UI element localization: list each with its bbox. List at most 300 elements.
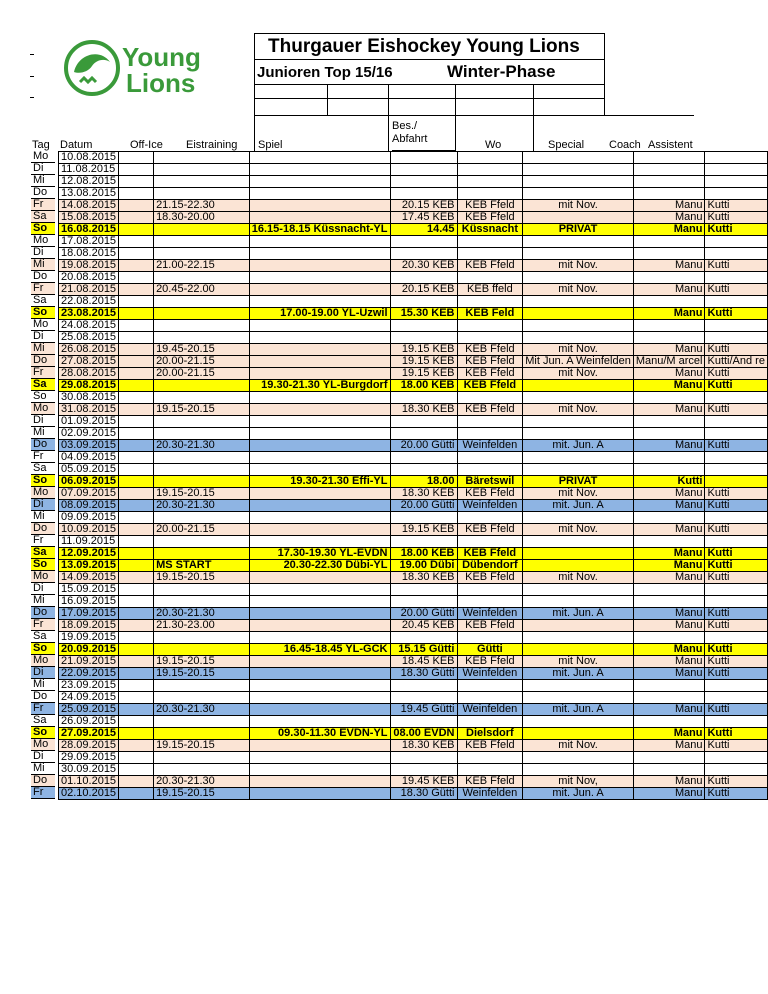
cell-abf [390,164,457,176]
cell-abf: 18.30 KEB [390,740,457,752]
cell-spec [523,512,634,524]
cell-spiel [249,572,390,584]
table-row [59,224,768,236]
cell-asst: Kutti [705,404,768,416]
cell-office [119,776,154,788]
cell-spec [523,296,634,308]
cell-eis: MS START [154,560,250,572]
col-tag: Tag [32,139,50,151]
cell-eis [154,632,250,644]
cell-eis: 20.30-21.30 [154,776,250,788]
cell-wo: Gütti [457,644,523,656]
cell-asst [705,296,768,308]
cell-datum: 06.09.2015 [59,476,119,488]
cell-eis: 20.30-21.30 [154,500,250,512]
cell-coach [633,464,705,476]
table-row [59,164,768,176]
cell-abf [390,176,457,188]
cell-asst [705,584,768,596]
tag-cell: Sa [31,211,55,223]
cell-datum: 18.08.2015 [59,248,119,260]
cell-abf: 18.30 Gütti [390,788,457,800]
tag-cell: Mi [31,427,55,439]
col-special: Special [548,139,585,151]
cell-spec: PRIVAT [523,224,634,236]
cell-spec [523,320,634,332]
cell-datum: 01.10.2015 [59,776,119,788]
cell-spiel: 16.45-18.45 YL-GCK [249,644,390,656]
cell-asst [705,272,768,284]
cell-spec: mit. Jun. A [523,608,634,620]
tag-cell: Fr [31,703,55,715]
cell-spiel [249,596,390,608]
cell-asst: Kutti [705,380,768,392]
table-row [59,560,768,572]
cell-coach: Manu [633,368,705,380]
cell-datum: 11.09.2015 [59,536,119,548]
cell-spiel [249,716,390,728]
cell-datum: 16.08.2015 [59,224,119,236]
cell-office [119,176,154,188]
cell-spec: mit Nov. [523,524,634,536]
cell-spec [523,248,634,260]
col-assistent: Assistent [648,139,693,151]
cell-coach [633,236,705,248]
cell-wo [457,512,523,524]
tag-cell: Do [31,187,55,199]
young-lions-logo [60,38,250,100]
schedule-table [58,151,768,800]
table-row [59,176,768,188]
cell-abf [390,512,457,524]
cell-asst [705,680,768,692]
table-row [59,596,768,608]
cell-eis [154,152,250,164]
cell-abf: 20.15 KEB [390,200,457,212]
table-row [59,788,768,800]
cell-spiel [249,764,390,776]
cell-spiel [249,776,390,788]
tag-cell: Di [31,751,55,763]
cell-datum: 28.08.2015 [59,368,119,380]
cell-datum: 30.08.2015 [59,392,119,404]
cell-office [119,428,154,440]
cell-coach [633,692,705,704]
cell-abf: 19.15 KEB [390,368,457,380]
cell-spec: mit. Jun. A [523,788,634,800]
col-office: Off-Ice [130,139,163,151]
cell-spiel [249,428,390,440]
cell-abf: 20.15 KEB [390,284,457,296]
cell-eis [154,644,250,656]
cell-datum: 02.09.2015 [59,428,119,440]
cell-spec: mit Nov. [523,284,634,296]
cell-datum: 10.09.2015 [59,524,119,536]
cell-spiel [249,212,390,224]
cell-spiel [249,632,390,644]
cell-eis: 20.30-21.30 [154,440,250,452]
cell-asst [705,536,768,548]
logo-text-young: Young [122,42,201,72]
cell-spiel [249,488,390,500]
cell-office [119,704,154,716]
cell-abf [390,152,457,164]
cell-spiel [249,416,390,428]
cell-spiel [249,608,390,620]
cell-spec: mit Nov. [523,368,634,380]
cell-asst: Kutti [705,776,768,788]
cell-wo [457,716,523,728]
cell-spiel [249,188,390,200]
tag-cell: Fr [31,451,55,463]
page-title: Thurgauer Eishockey Young Lions [268,36,580,57]
cell-office [119,452,154,464]
table-row [59,644,768,656]
tag-cell: Mi [31,679,55,691]
table-row [59,632,768,644]
cell-coach: Manu [633,572,705,584]
cell-abf [390,416,457,428]
tag-cell: Fr [31,367,55,379]
cell-asst: Kutti [705,212,768,224]
cell-abf [390,596,457,608]
cell-spec: mit Nov. [523,260,634,272]
cell-office [119,248,154,260]
table-row [59,212,768,224]
cell-office [119,680,154,692]
cell-coach: Kutti [633,476,705,488]
cell-asst [705,464,768,476]
cell-wo: KEB Ffeld [457,404,523,416]
cell-office [119,584,154,596]
cell-office [119,668,154,680]
cell-wo [457,452,523,464]
cell-spec [523,632,634,644]
cell-office [119,512,154,524]
cell-eis [154,380,250,392]
cell-coach: Manu [633,560,705,572]
cell-eis: 20.30-21.30 [154,608,250,620]
table-row [59,740,768,752]
cell-office [119,344,154,356]
cell-eis: 20.00-21.15 [154,524,250,536]
table-row [59,308,768,320]
cell-coach: Manu [633,668,705,680]
cell-office [119,560,154,572]
cell-spec [523,212,634,224]
cell-asst [705,452,768,464]
cell-abf: 18.00 KEB [390,548,457,560]
cell-spec [523,428,634,440]
table-row [59,476,768,488]
cell-office [119,692,154,704]
cell-datum: 02.10.2015 [59,788,119,800]
cell-spiel [249,272,390,284]
col-eistraining: Eistraining [186,139,238,151]
cell-office [119,788,154,800]
tag-cell: Mo [31,655,55,667]
cell-asst: Kutti [705,788,768,800]
cell-abf [390,752,457,764]
cell-wo: KEB Ffeld [457,368,523,380]
cell-spiel [249,668,390,680]
cell-wo: KEB Ffeld [457,380,523,392]
tag-cell: Di [31,499,55,511]
cell-office [119,632,154,644]
cell-spec [523,380,634,392]
cell-wo [457,392,523,404]
cell-spiel [249,740,390,752]
cell-spec [523,308,634,320]
cell-datum: 12.08.2015 [59,176,119,188]
table-row [59,620,768,632]
cell-datum: 27.09.2015 [59,728,119,740]
cell-spec [523,644,634,656]
cell-eis [154,176,250,188]
tag-cell: Di [31,247,55,259]
cell-spec: PRIVAT [523,476,634,488]
cell-spiel [249,284,390,296]
cell-office [119,488,154,500]
cell-wo [457,164,523,176]
col-abfahrt: Bes./ Abfahrt [392,120,428,145]
cell-asst [705,428,768,440]
table-row [59,716,768,728]
cell-spiel: 17.00-19.00 YL-Uzwil [249,308,390,320]
cell-spec: mit Nov. [523,404,634,416]
cell-datum: 21.09.2015 [59,656,119,668]
cell-coach: Manu [633,284,705,296]
cell-wo: Weinfelden [457,704,523,716]
tag-cell: Mo [31,235,55,247]
table-row [59,680,768,692]
table-row [59,524,768,536]
cell-eis [154,548,250,560]
col-wo: Wo [485,139,502,151]
table-row [59,344,768,356]
cell-coach: Manu [633,776,705,788]
cell-spiel [249,440,390,452]
cell-coach [633,632,705,644]
cell-datum: 19.08.2015 [59,260,119,272]
tag-cell: Di [31,415,55,427]
cell-spiel [249,500,390,512]
cell-wo [457,248,523,260]
cell-asst: Kutti [705,344,768,356]
cell-spiel [249,320,390,332]
cell-coach [633,752,705,764]
cell-spec: mit Nov. [523,740,634,752]
cell-spec [523,332,634,344]
cell-datum: 24.08.2015 [59,320,119,332]
cell-office [119,368,154,380]
cell-datum: 30.09.2015 [59,764,119,776]
cell-asst: Kutti [705,260,768,272]
cell-spiel [249,452,390,464]
cell-spec [523,416,634,428]
cell-eis [154,764,250,776]
tag-cell: Fr [31,787,55,799]
table-row [59,536,768,548]
cell-datum: 28.09.2015 [59,740,119,752]
table-row [59,728,768,740]
cell-coach [633,764,705,776]
tag-cell: Mi [31,763,55,775]
cell-datum: 14.09.2015 [59,572,119,584]
cell-spec [523,584,634,596]
cell-spiel [249,152,390,164]
cell-datum: 04.09.2015 [59,452,119,464]
tag-cell: Do [31,691,55,703]
cell-office [119,332,154,344]
tag-cell: So [31,223,55,235]
cell-office [119,272,154,284]
cell-wo: KEB Feld [457,308,523,320]
cell-abf: 20.00 Gütti [390,500,457,512]
cell-abf: 19.45 Gütti [390,704,457,716]
cell-spec: mit Nov, [523,776,634,788]
cell-spec [523,164,634,176]
cell-eis [154,680,250,692]
cell-asst [705,188,768,200]
cell-asst: Kutti [705,704,768,716]
cell-spec [523,392,634,404]
tag-cell: Mo [31,403,55,415]
cell-office [119,596,154,608]
cell-spec [523,728,634,740]
cell-spiel [249,260,390,272]
cell-datum: 21.08.2015 [59,284,119,296]
cell-eis [154,332,250,344]
cell-spec [523,680,634,692]
cell-eis [154,236,250,248]
cell-office [119,152,154,164]
cell-office [119,524,154,536]
tag-cell: Mi [31,595,55,607]
tag-cell: Sa [31,379,55,391]
cell-datum: 27.08.2015 [59,356,119,368]
cell-abf: 08.00 EVDN [390,728,457,740]
cell-office [119,392,154,404]
cell-office [119,476,154,488]
cell-datum: 22.08.2015 [59,296,119,308]
cell-wo: KEB Ffeld [457,572,523,584]
cell-abf: 18.30 Gütti [390,668,457,680]
cell-spiel [249,512,390,524]
tag-cell: Sa [31,295,55,307]
table-row [59,368,768,380]
cell-office [119,404,154,416]
cell-coach: Manu [633,740,705,752]
cell-abf: 20.30 KEB [390,260,457,272]
cell-coach [633,392,705,404]
cell-datum: 12.09.2015 [59,548,119,560]
cell-spiel [249,368,390,380]
cell-office [119,260,154,272]
table-row [59,572,768,584]
cell-asst: Kutti [705,200,768,212]
tag-cell: Di [31,667,55,679]
cell-coach: Manu [633,548,705,560]
cell-coach: Manu [633,500,705,512]
cell-abf [390,428,457,440]
cell-abf: 20.00 Gütti [390,440,457,452]
cell-eis: 19.15-20.15 [154,488,250,500]
tag-cell: So [31,307,55,319]
cell-spec [523,176,634,188]
cell-wo: KEB Ffeld [457,488,523,500]
cell-wo: KEB Ffeld [457,548,523,560]
cell-spiel [249,296,390,308]
cell-eis: 21.00-22.15 [154,260,250,272]
cell-office [119,380,154,392]
cell-abf: 15.30 KEB [390,308,457,320]
cell-spec [523,272,634,284]
cell-office [119,164,154,176]
table-row [59,752,768,764]
table-row [59,656,768,668]
phase-label: Winter-Phase [447,62,556,81]
cell-coach: Manu [633,788,705,800]
cell-datum: 24.09.2015 [59,692,119,704]
cell-spiel [249,524,390,536]
table-row [59,320,768,332]
cell-coach [633,188,705,200]
logo-text-lions: Lions [126,68,196,98]
tag-cell: So [31,475,55,487]
cell-datum: 23.08.2015 [59,308,119,320]
cell-spec: mit. Jun. A [523,440,634,452]
cell-asst: Kutti [705,668,768,680]
table-row [59,236,768,248]
cell-asst [705,164,768,176]
cell-abf [390,320,457,332]
cell-office [119,728,154,740]
cell-wo: Weinfelden [457,500,523,512]
cell-spiel [249,692,390,704]
cell-asst [705,692,768,704]
cell-office [119,356,154,368]
cell-coach [633,296,705,308]
cell-eis: 20.45-22.00 [154,284,250,296]
cell-wo [457,596,523,608]
cell-office [119,188,154,200]
table-row [59,776,768,788]
cell-coach: Manu [633,260,705,272]
cell-datum: 10.08.2015 [59,152,119,164]
cell-spec [523,452,634,464]
cell-coach [633,164,705,176]
cell-spec [523,752,634,764]
cell-coach [633,452,705,464]
cell-office [119,740,154,752]
subtitle: Junioren Top 15/16 [257,64,393,81]
cell-office [119,296,154,308]
cell-wo: KEB Ffeld [457,524,523,536]
cell-wo: KEB Ffeld [457,260,523,272]
cell-spiel [249,680,390,692]
cell-asst [705,476,768,488]
cell-spiel: 20.30-22.30 Dübi-YL [249,560,390,572]
cell-asst: Kutti/And re [705,356,768,368]
cell-datum: 13.08.2015 [59,188,119,200]
table-row [59,464,768,476]
cell-spec: mit Nov. [523,656,634,668]
cell-spec [523,596,634,608]
cell-spec: mit. Jun. A [523,668,634,680]
cell-abf [390,584,457,596]
cell-eis [154,308,250,320]
